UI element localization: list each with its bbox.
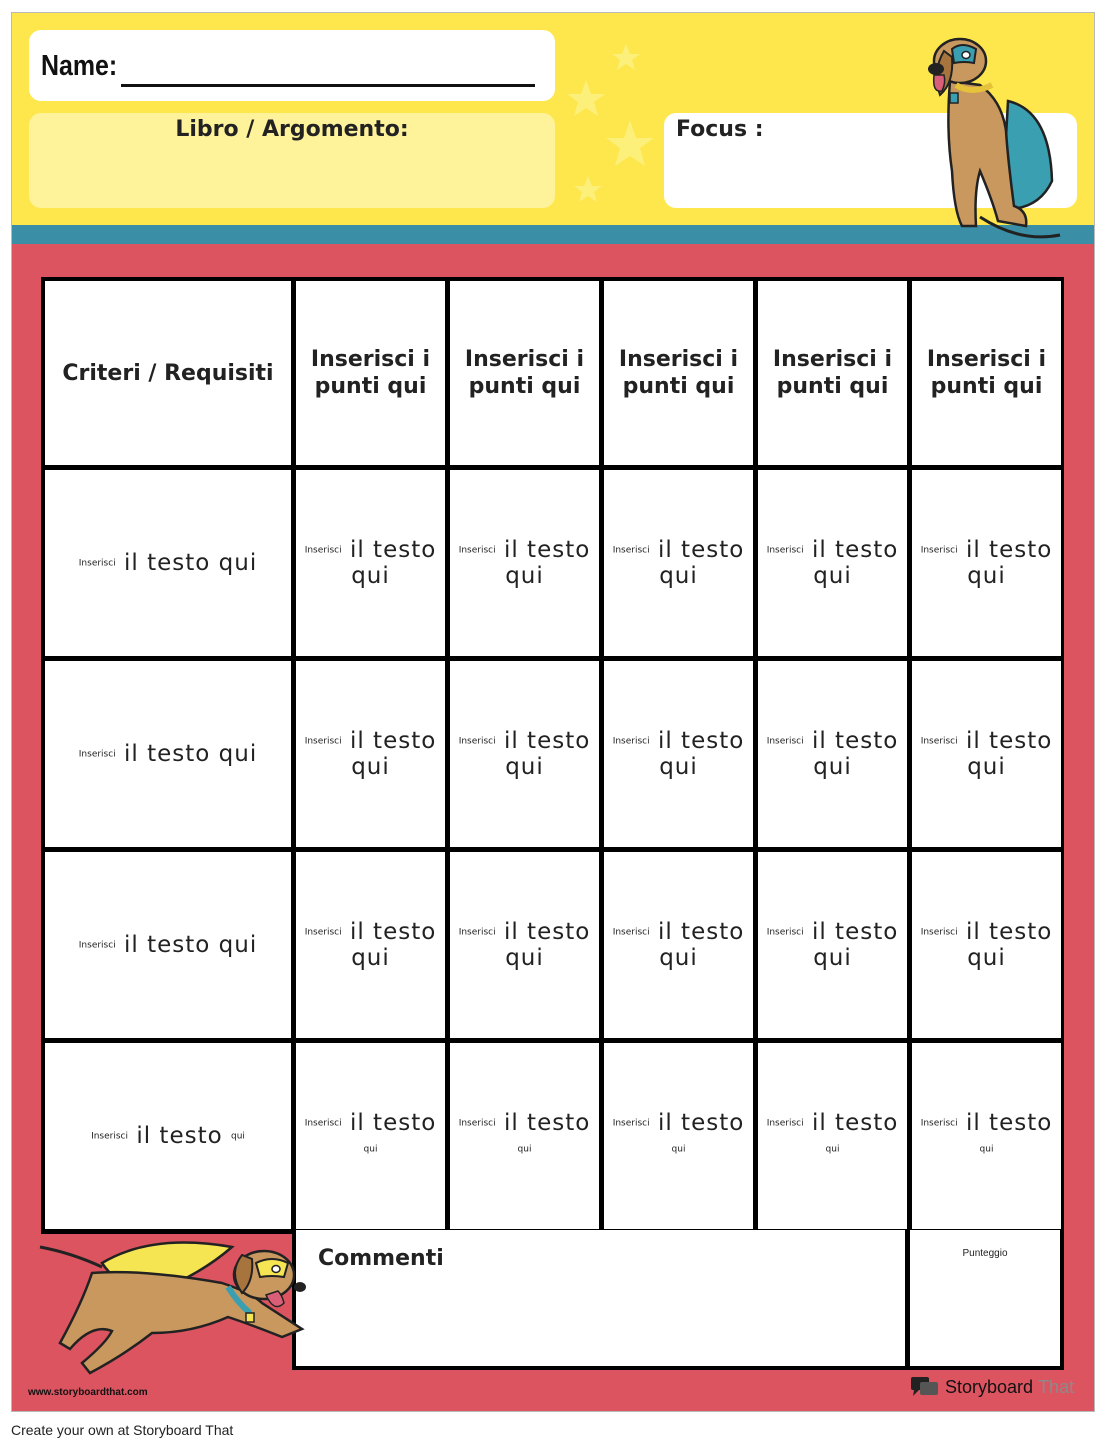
criteria-cell[interactable] [45,852,291,1038]
cell-main-text: il testo qui [349,727,437,781]
storyboardthat-logo [910,1375,1074,1399]
cell-small-text: Inserisci [766,927,804,938]
cell-main-text: il testo qui [124,740,258,767]
rubric-cell[interactable] [296,661,445,847]
cell-small-text: Inserisci [304,1118,342,1128]
cell-main-text: il testo qui [503,918,591,972]
cell-small-text: Inserisci [920,736,958,747]
rubric-cell[interactable] [604,852,753,1038]
cell-end-text: qui [671,1144,686,1155]
cell-main-text: il testo qui [657,727,745,781]
cell-small-text: Inserisci [458,927,496,938]
rubric-cell[interactable] [450,852,599,1038]
cell-main-text: il testo [811,1109,899,1136]
cell-main-text: il testo [657,1109,745,1136]
name-label: Name: [41,50,118,82]
cell-small-text: Inserisci [78,940,116,951]
book-topic-field[interactable] [29,113,555,208]
cell-main-text: il testo [965,1109,1053,1136]
name-underline [121,84,535,87]
rubric-cell[interactable] [758,1043,907,1229]
cell-main-text: il testo qui [503,727,591,781]
cell-main-text: il testo qui [349,536,437,590]
cell-main-text: il testo qui [811,536,899,590]
cell-small-text: Inserisci [304,736,342,747]
criteria-header: Criteri / Requisiti [45,281,291,465]
cell-small-text: Inserisci [612,736,650,747]
comments-field[interactable] [292,1230,910,1370]
worksheet-poster [11,12,1095,1412]
score-field[interactable] [905,1230,1064,1370]
cell-main-text: il testo [136,1122,223,1149]
superhero-dog-sitting-illustration [910,21,1070,241]
criteria-cell[interactable] [45,1043,291,1229]
stars-decoration [562,38,672,208]
cell-small-text: Inserisci [91,1131,129,1142]
rubric-cell[interactable] [604,1043,753,1229]
comments-label: Commenti [318,1246,444,1271]
cell-small-text: Inserisci [920,927,958,938]
cell-small-text: Inserisci [78,749,116,760]
rubric-cell[interactable] [912,1043,1061,1229]
cell-small-text: Inserisci [458,1118,496,1128]
cell-main-text: il testo qui [965,918,1053,972]
cell-main-text: il testo qui [811,918,899,972]
rubric-cell[interactable] [296,470,445,656]
cell-small-text: Inserisci [920,545,958,556]
points-header[interactable]: Inserisci i punti qui [450,281,599,465]
brand-text-storyboard: Storyboard [945,1376,1034,1397]
cell-small-text: Inserisci [920,1118,958,1128]
points-header[interactable]: Inserisci i punti qui [604,281,753,465]
rubric-cell[interactable] [450,1043,599,1229]
rubric-cell[interactable] [604,470,753,656]
rubric-cell[interactable] [758,661,907,847]
rubric-table [41,277,1064,1234]
cell-small-text: Inserisci [78,558,116,569]
criteria-cell[interactable] [45,470,291,656]
brand-text-that: That [1038,1376,1075,1397]
rubric-cell[interactable] [912,661,1061,847]
cell-main-text: il testo qui [965,536,1053,590]
cell-main-text: il testo qui [503,536,591,590]
focus-label: Focus : [676,117,764,142]
cell-small-text: Inserisci [458,736,496,747]
footer-caption[interactable]: Create your own at Storyboard That [11,1422,234,1438]
cell-end-text: qui [517,1144,532,1155]
cell-small-text: Inserisci [766,736,804,747]
points-header[interactable]: Inserisci i punti qui [296,281,445,465]
superhero-dog-running-illustration [32,1233,322,1383]
score-label: Punteggio [962,1248,1008,1259]
cell-main-text: il testo [503,1109,591,1136]
cell-main-text: il testo qui [657,536,745,590]
book-topic-label: Libro / Argomento: [175,117,409,142]
speech-bubble-icon [910,1375,940,1399]
cell-main-text: il testo qui [124,549,258,576]
rubric-cell[interactable] [912,852,1061,1038]
cell-main-text: il testo qui [657,918,745,972]
cell-small-text: Inserisci [612,1118,650,1128]
name-field[interactable] [29,30,555,101]
cell-end-text: qui [979,1144,994,1155]
cell-small-text: Inserisci [304,927,342,938]
cell-small-text: Inserisci [304,545,342,556]
rubric-cell[interactable] [912,470,1061,656]
cell-small-text: Inserisci [612,545,650,556]
site-url: www.storyboardthat.com [28,1387,148,1398]
cell-small-text: Inserisci [766,545,804,556]
rubric-cell[interactable] [758,852,907,1038]
rubric-cell[interactable] [450,470,599,656]
cell-end-text: qui [230,1131,245,1142]
cell-main-text: il testo [349,1109,437,1136]
rubric-cell[interactable] [604,661,753,847]
cell-main-text: il testo qui [124,931,258,958]
rubric-cell[interactable] [296,1043,445,1229]
cell-end-text: qui [363,1144,378,1155]
criteria-cell[interactable] [45,661,291,847]
points-header[interactable]: Inserisci i punti qui [912,281,1061,465]
points-header[interactable]: Inserisci i punti qui [758,281,907,465]
cell-main-text: il testo qui [349,918,437,972]
cell-main-text: il testo qui [965,727,1053,781]
cell-small-text: Inserisci [766,1118,804,1128]
rubric-cell[interactable] [296,852,445,1038]
rubric-cell[interactable] [450,661,599,847]
cell-end-text: qui [825,1144,840,1155]
cell-small-text: Inserisci [612,927,650,938]
rubric-cell[interactable] [758,470,907,656]
cell-small-text: Inserisci [458,545,496,556]
cell-main-text: il testo qui [811,727,899,781]
